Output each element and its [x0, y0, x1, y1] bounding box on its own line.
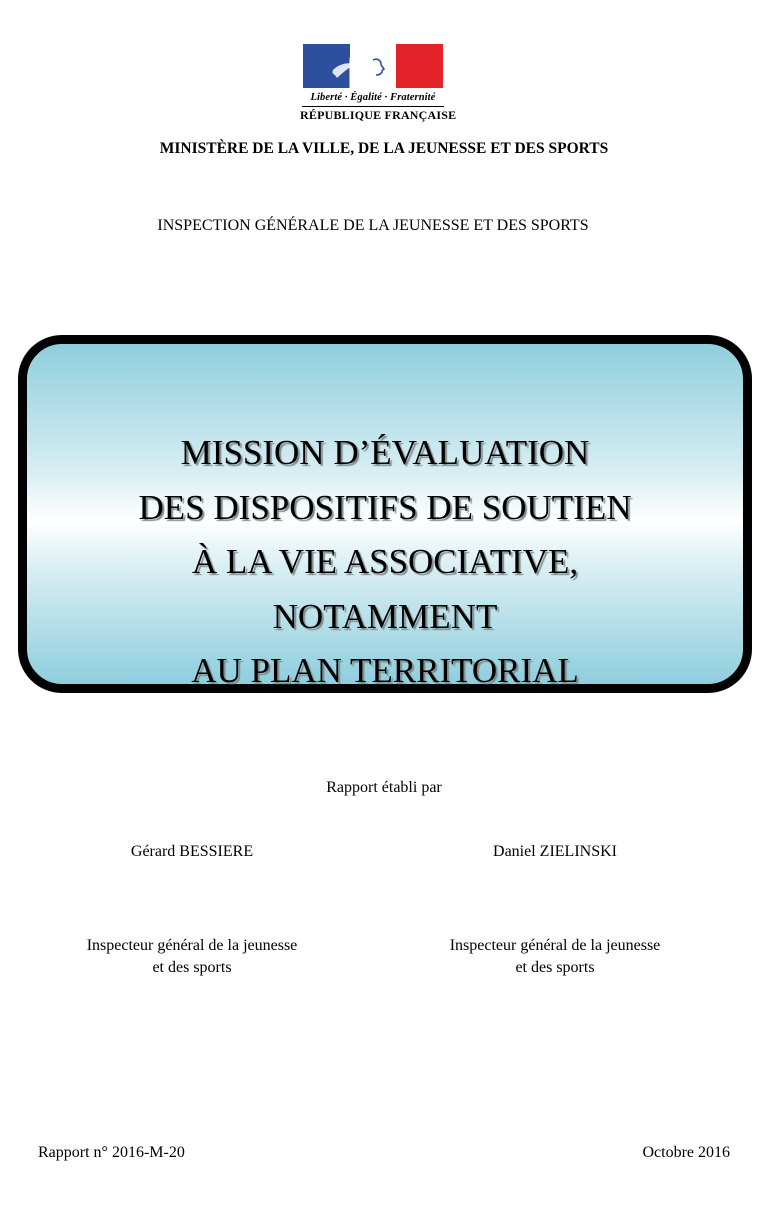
ministry-name: MINISTÈRE DE LA VILLE, DE LA JEUNESSE ET DES SPORTS	[159, 140, 609, 157]
republic-motto: Liberté · Égalité · Fraternité	[310, 92, 436, 103]
report-number: Rapport n° 2016-M-20	[38, 1144, 185, 1161]
title-line: MISSION D’ÉVALUATION	[180, 433, 590, 472]
inspection-name: INSPECTION GÉNÉRALE DE LA JEUNESSE ET DES SPORTS	[157, 217, 589, 234]
author-role-line: Inspecteur général de la jeunesse	[449, 937, 661, 954]
author-role-line: et des sports	[515, 959, 595, 976]
republique-francaise-logo	[300, 42, 457, 128]
republic-name: RÉPUBLIQUE FRANÇAISE	[300, 108, 457, 122]
marianne-flag-icon	[303, 44, 443, 88]
report-title	[27, 426, 743, 699]
author-role	[405, 935, 705, 979]
report-date: Octobre 2016	[642, 1144, 730, 1161]
author-name: Gérard BESSIERE	[130, 843, 254, 860]
author-role	[42, 935, 342, 979]
title-line: DES DISPOSITIFS DE SOUTIEN	[138, 487, 632, 527]
logo-divider	[302, 106, 444, 107]
title-line: AU PLAN TERRITORIAL	[191, 651, 579, 690]
author-role-line: Inspecteur général de la jeunesse	[86, 937, 298, 954]
report-title-box	[18, 335, 752, 693]
author-name: Daniel ZIELINSKI	[493, 843, 617, 860]
title-line: NOTAMMENT	[272, 596, 498, 636]
title-line: À LA VIE ASSOCIATIVE,	[191, 542, 579, 581]
author-role-line: et des sports	[152, 959, 232, 976]
established-by-label: Rapport établi par	[326, 779, 442, 796]
